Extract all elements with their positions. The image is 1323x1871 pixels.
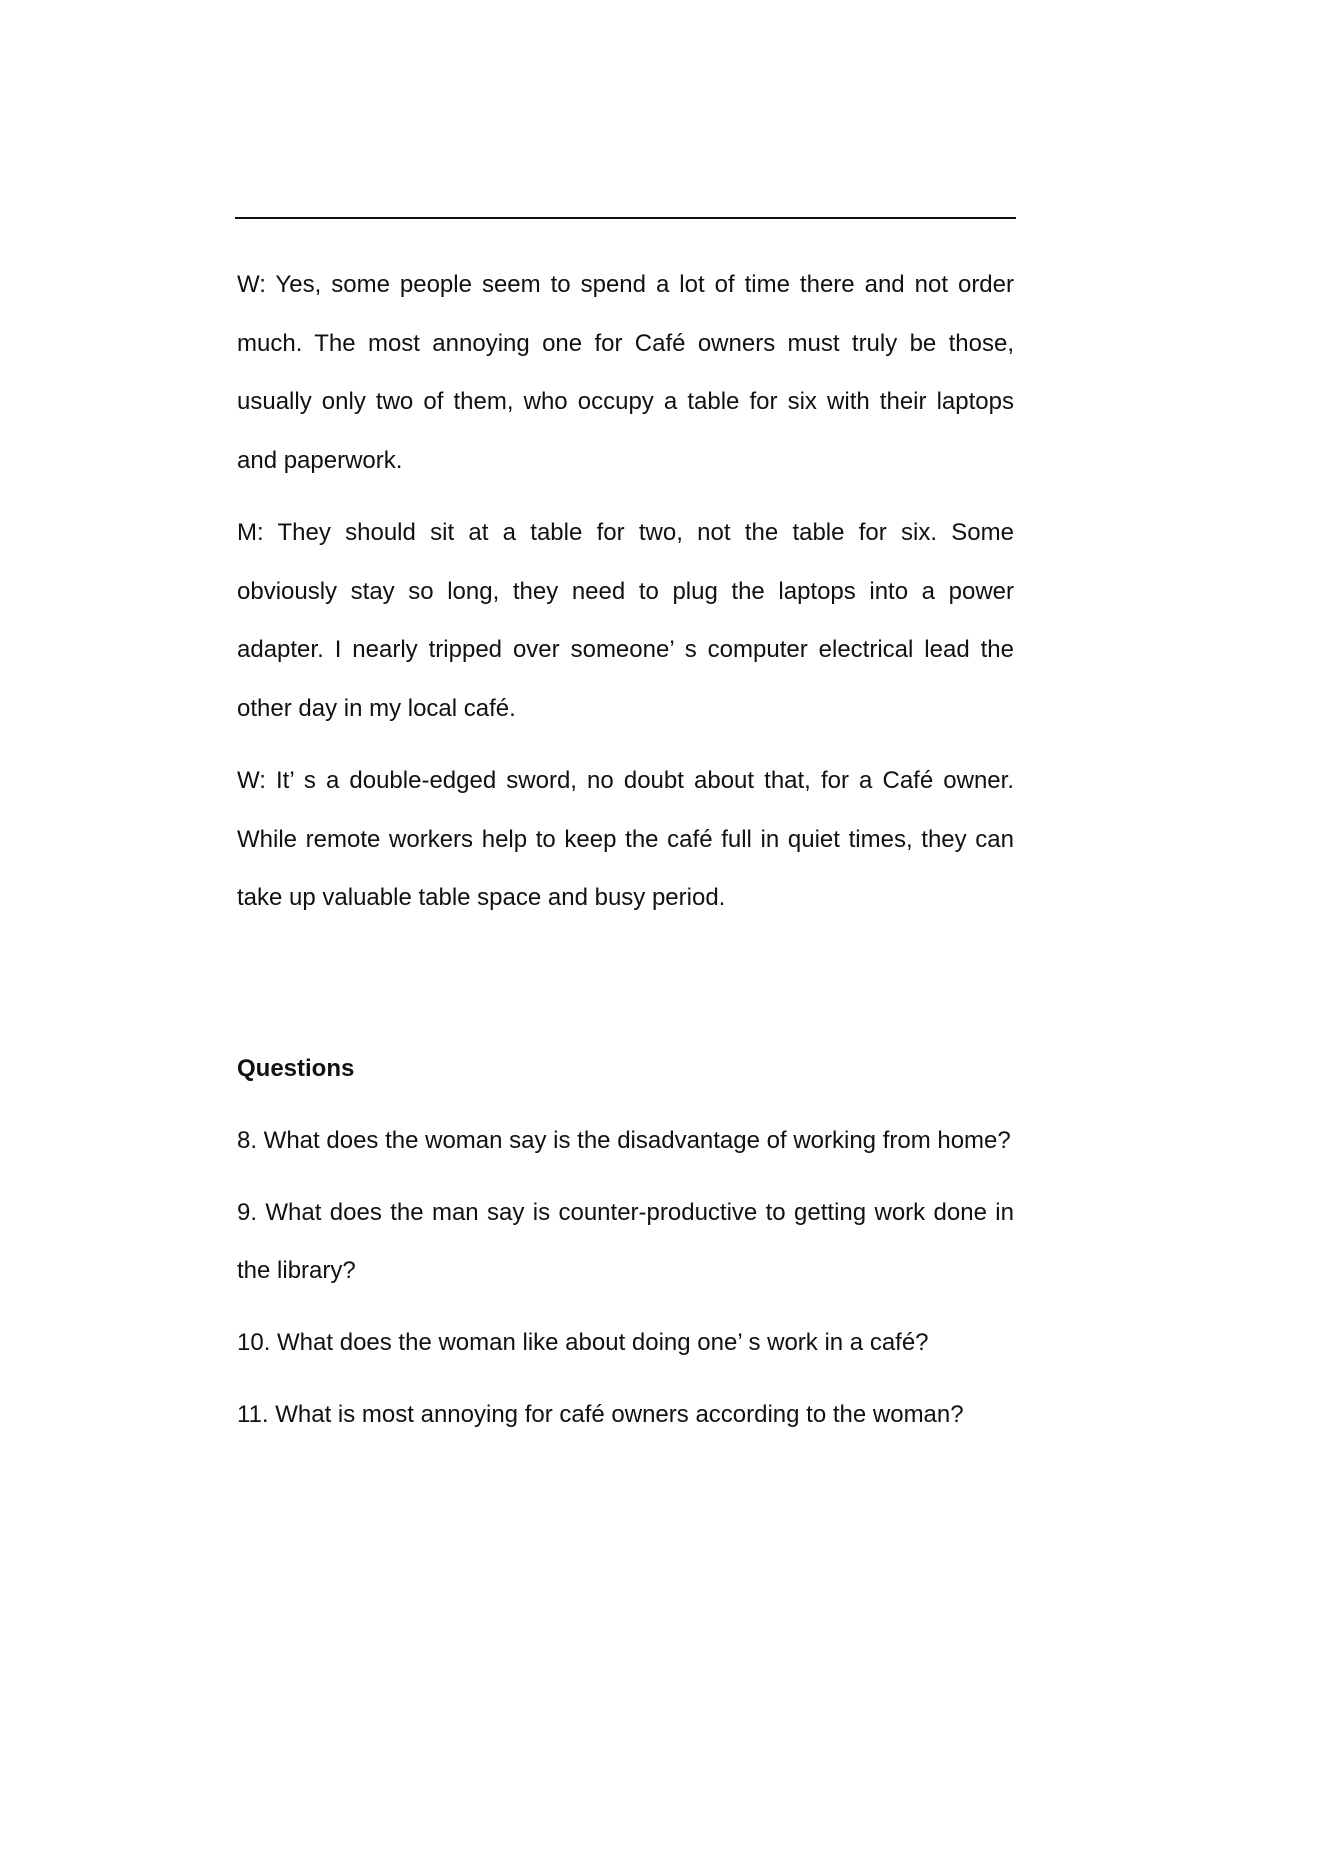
dialogue-paragraph-2: M: They should sit at a table for two, not the table for six. Some obviously stay so long, they need to plug the laptops into a power adapter. I nearly tripped over someone’ s computer electrical lead the other day in my local café. <box>237 519 1014 722</box>
header-rule <box>235 217 1016 219</box>
page-content <box>237 256 1014 1444</box>
dialogue-paragraph-1: W: Yes, some people seem to spend a lot of time there and not order much. The most annoying one for Café owners must truly be those, usually only two of them, who occupy a table for six with their laptops and paperwork. <box>237 271 1014 474</box>
dialogue-paragraph-3: W: It’ s a double-edged sword, no doubt about that, for a Café owner. While remote workers help to keep the café full in quiet times, they can take up valuable table space and busy period. <box>237 767 1014 911</box>
question-9: 9. What does the man say is counter-productive to getting work done in the library? <box>237 1198 1014 1284</box>
question-8: 8. What does the woman say is the disadvantage of working from home? <box>237 1126 1011 1154</box>
question-10: 10. What does the woman like about doing one’ s work in a café? <box>237 1328 929 1356</box>
question-11: 11. What is most annoying for café owners according to the woman? <box>237 1400 964 1428</box>
questions-heading: Questions <box>237 1054 355 1082</box>
